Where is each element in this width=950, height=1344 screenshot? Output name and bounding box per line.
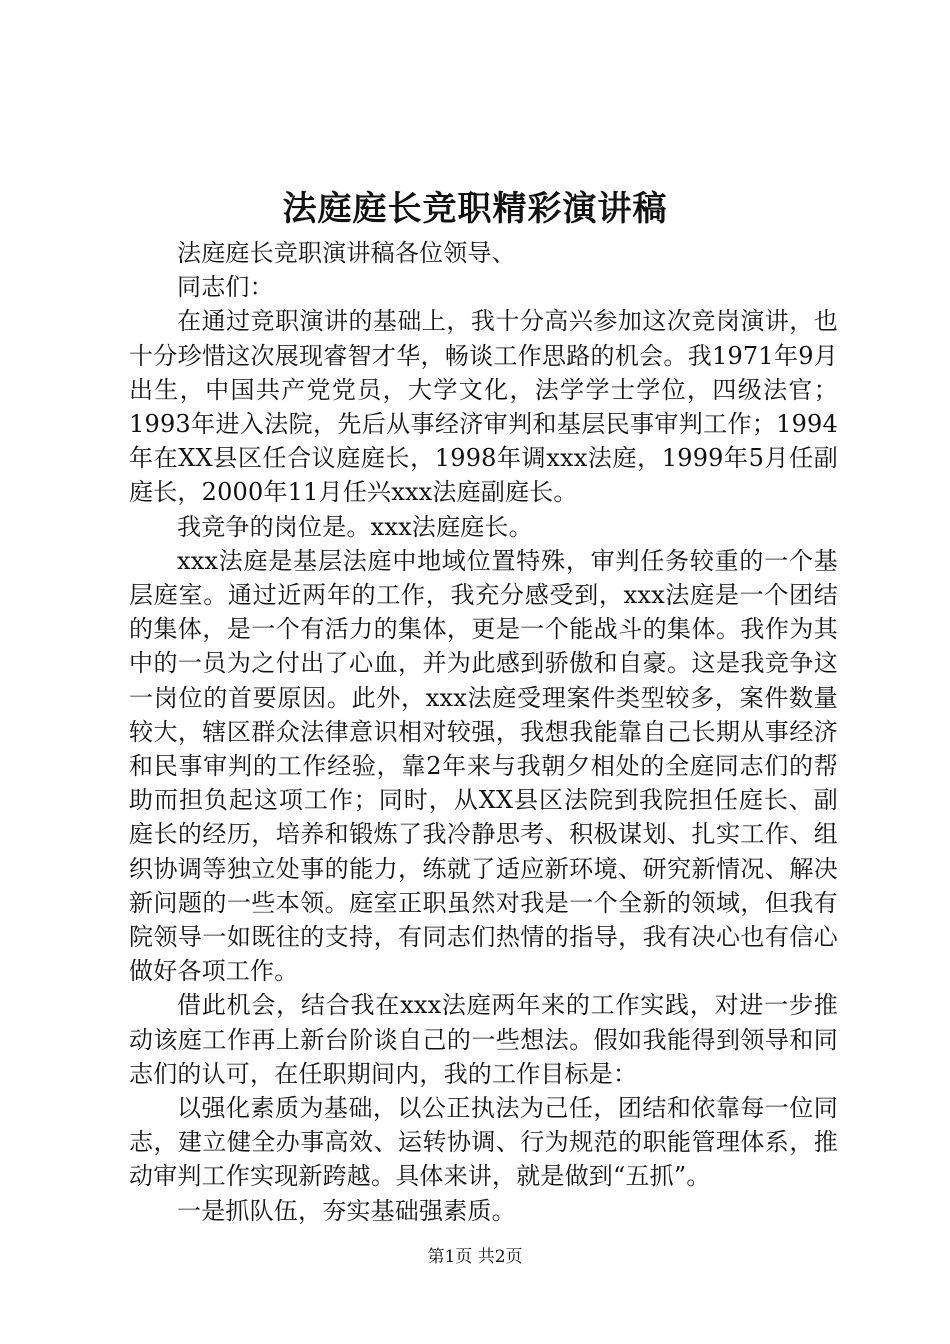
body-paragraph: 法庭庭长竞职演讲稿各位领导、 xyxy=(177,239,516,267)
body-paragraph: 同志们： xyxy=(177,273,274,302)
document-title: 法庭庭长竞职精彩演讲稿 xyxy=(282,189,668,229)
document-body xyxy=(129,236,838,1228)
body-paragraph: 以强化素质为基础，以公正执法为己任，团结和依靠每一位同志，建立健全办事高效、运转协调、行为规范的职能管理体系，推动审判工作实现新跨越。具体来讲，就是做到“五抓”。 xyxy=(129,1094,838,1191)
body-paragraph: 我竞争的岗位是。xxx法庭庭长。 xyxy=(177,512,533,541)
body-paragraph: 一是抓队伍，夯实基础强素质。 xyxy=(177,1196,516,1225)
page-number-footer: 第1页 共2页 xyxy=(427,1247,523,1267)
body-paragraph: 在通过竞职演讲的基础上，我十分高兴参加这次竞岗演讲，也十分珍惜这次展现睿智才华，畅谈工作思路的机会。我1971年9月出生，中国共产党党员，大学文化，法学学士学位，四级法官；1993年进入法院，先后从事经济审判和基层民事审判工作；1994年在XX县区任合议庭庭长，1998年调xxx法庭，1999年5月任副庭长，2000年11月任兴xxx法庭副庭长。 xyxy=(129,307,838,507)
body-paragraph: 借此机会，结合我在xxx法庭两年来的工作实践，对进一步推动该庭工作再上新台阶谈自己的一些想法。假如我能得到领导和同志们的认可，在任职期间内，我的工作目标是： xyxy=(129,991,838,1088)
body-paragraph: xxx法庭是基层法庭中地域位置特殊，审判任务较重的一个基层庭室。通过近两年的工作，我充分感受到，xxx法庭是一个团结的集体，是一个有活力的集体，更是一个能战斗的集体。我作为其中的一员为之付出了心血，并为此感到骄傲和自豪。这是我竞争这一岗位的首要原因。此外，xxx法庭受理案件类型较多，案件数量较大，辖区群众法律意识相对较强，我想我能靠自己长期从事经济和民事审判的工作经验，靠2年来与我朝夕相处的全庭同志们的帮助而担负起这项工作；同时，从XX县区法院到我院担任庭长、副庭长的经历，培养和锻炼了我冷静思考、积极谋划、扎实工作、组织协调等独立处事的能力，练就了适应新环境、研究新情况、解决新问题的一些本领。庭室正职虽然对我是一个全新的领域，但我有院领导一如既往的支持，有同志们热情的指导，我有决心也有信心做好各项工作。 xyxy=(129,546,838,986)
